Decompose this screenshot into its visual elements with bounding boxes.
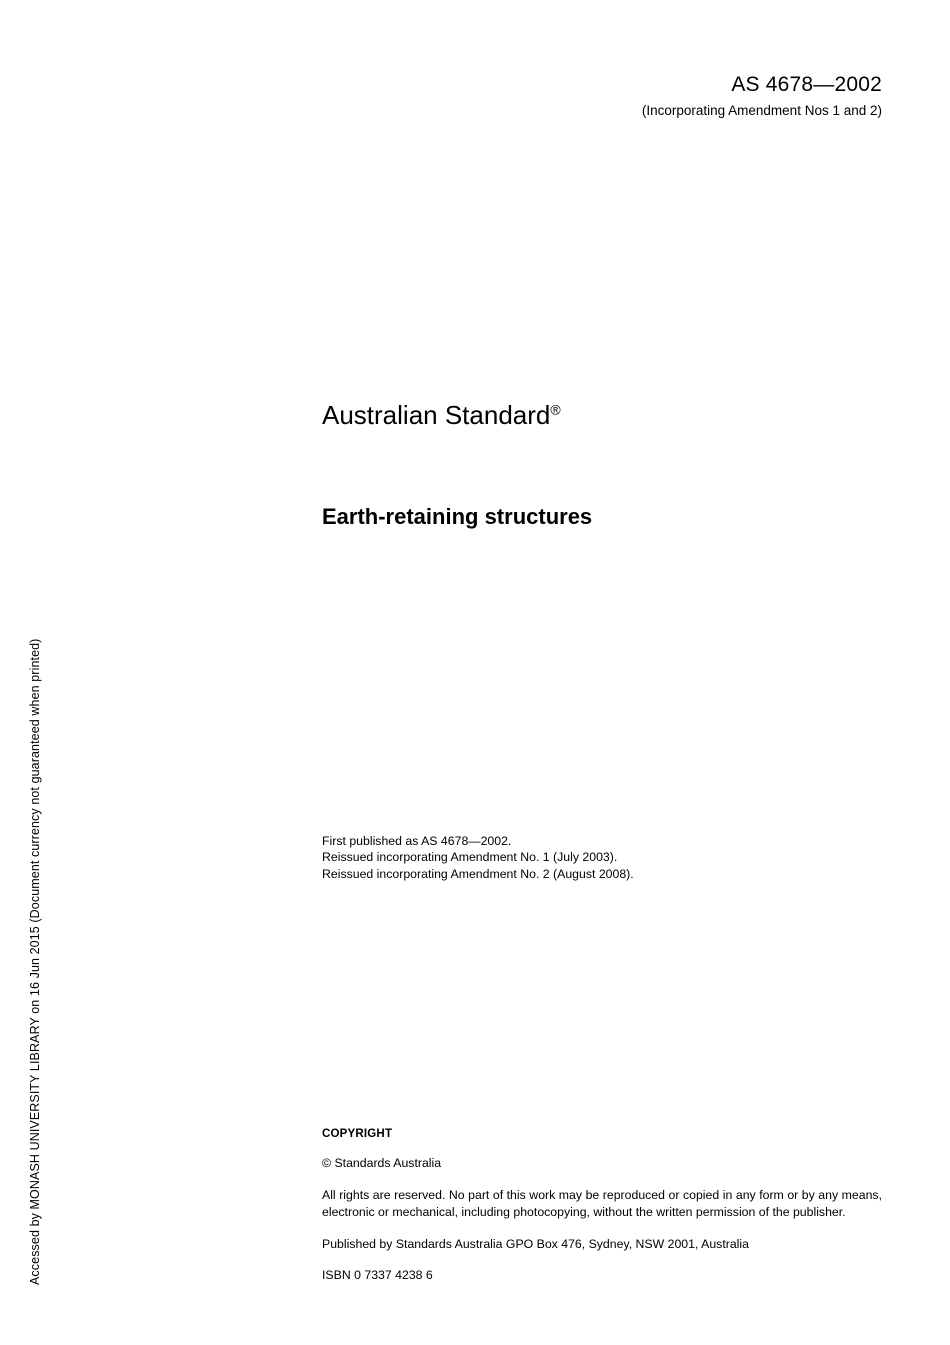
publication-history-line: Reissued incorporating Amendment No. 1 (July 2003). [322, 850, 618, 865]
publication-history [322, 833, 882, 882]
copyright-heading: COPYRIGHT [322, 1128, 393, 1140]
registered-trademark-icon: ® [550, 401, 561, 418]
document-header [322, 72, 882, 120]
standard-type-heading [322, 400, 882, 431]
isbn: ISBN 0 7337 4238 6 [322, 1268, 433, 1283]
page-title: Earth-retaining structures [322, 504, 593, 530]
title-block [322, 400, 882, 531]
standard-type-label: Australian Standard [322, 400, 551, 430]
copyright-block [322, 1126, 882, 1285]
document-number: AS 4678—2002 [731, 73, 882, 96]
copyright-rights-statement: All rights are reserved. No part of this work may be reproduced or copied in any form or by any means, electronic or mechanical, including photocopying, without the written permission of the publisher. [322, 1187, 882, 1220]
access-stamp-watermark: Accessed by MONASH UNIVERSITY LIBRARY on 16 Jun 2015 (Document currency not guaranteed when printed) [28, 638, 42, 1285]
copyright-owner: © Standards Australia [322, 1156, 442, 1171]
publication-history-line: Reissued incorporating Amendment No. 2 (August 2008). [322, 866, 634, 881]
publication-history-line: First published as AS 4678—2002. [322, 834, 512, 848]
publisher-statement: Published by Standards Australia GPO Box 476, Sydney, NSW 2001, Australia [322, 1236, 749, 1251]
amendment-note: (Incorporating Amendment Nos 1 and 2) [641, 103, 882, 119]
